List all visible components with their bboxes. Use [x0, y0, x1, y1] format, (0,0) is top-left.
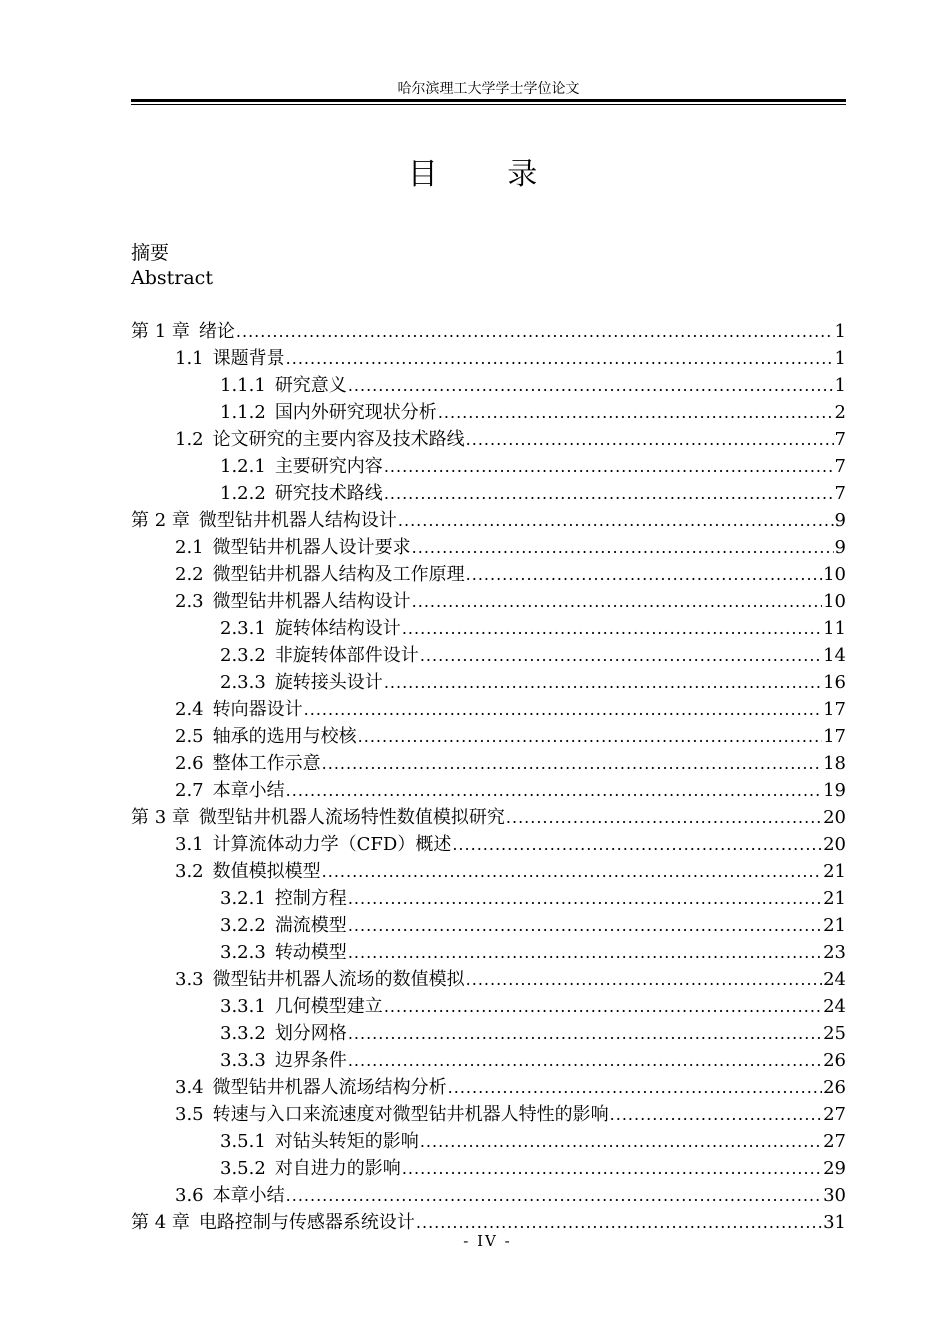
toc-entry-title: 轴承的选用与校核	[212, 726, 357, 747]
toc-entry-number: 3.3.3	[220, 1050, 266, 1071]
toc-leader-dots	[348, 1047, 822, 1074]
toc-entry-page: 16	[823, 672, 846, 693]
toc-entry-number: 3.5.1	[220, 1131, 266, 1152]
toc-entry-title: 课题背景	[212, 348, 285, 369]
header-rule-thin	[131, 104, 846, 105]
toc-entry-page: 11	[823, 618, 846, 639]
toc-entry-page: 24	[823, 969, 846, 990]
toc-entry-number: 3.2.2	[220, 915, 266, 936]
toc-entry[interactable]	[131, 885, 846, 912]
toc-entry-number: 1.2	[175, 429, 204, 450]
toc-entry-page: 9	[834, 537, 846, 558]
toc-entry-number: 3.5.2	[220, 1158, 266, 1179]
toc-entry-title: 国内外研究现状分析	[274, 402, 437, 423]
toc-entry-title: 划分网格	[274, 1023, 347, 1044]
toc-entry-number: 3.4	[175, 1077, 204, 1098]
toc-entry-number: 2.3.1	[220, 618, 266, 639]
toc-leader-dots	[506, 804, 822, 831]
toc-entry[interactable]	[131, 534, 846, 561]
toc-leader-dots	[358, 723, 822, 750]
toc-entry-page: 21	[823, 915, 846, 936]
toc-entry[interactable]	[131, 453, 846, 480]
toc-entry-number: 2.3.3	[220, 672, 266, 693]
toc-entry-number: 3.1	[175, 834, 204, 855]
toc-entry-page: 18	[823, 753, 846, 774]
toc-entry-page: 29	[823, 1158, 846, 1179]
toc-entry-number: 1.1.2	[220, 402, 266, 423]
toc-entry-title: 转动模型	[274, 942, 347, 963]
toc-entry-title: 微型钻井机器人流场特性数值模拟研究	[198, 807, 505, 828]
toc-entry-title: 主要研究内容	[274, 456, 383, 477]
toc-entry-number: 第 1 章	[131, 321, 190, 342]
toc-entry[interactable]	[131, 426, 846, 453]
toc-leader-dots	[448, 1074, 822, 1101]
toc-entry[interactable]	[131, 858, 846, 885]
toc-leader-dots	[322, 858, 822, 885]
toc-entry-page: 1	[834, 321, 846, 342]
toc-entry-page: 2	[834, 402, 846, 423]
toc-leader-dots	[304, 696, 822, 723]
toc-entry[interactable]	[131, 318, 846, 345]
toc-entry-title: 转向器设计	[212, 699, 303, 720]
toc-entry[interactable]	[131, 642, 846, 669]
toc-leader-dots	[286, 345, 834, 372]
toc-entry-title: 转速与入口来流速度对微型钻井机器人特性的影响	[212, 1104, 609, 1125]
toc-entry[interactable]	[131, 777, 846, 804]
toc-entry-page: 30	[823, 1185, 846, 1206]
toc-leader-dots	[466, 966, 822, 993]
toc-entry-number: 2.2	[175, 564, 204, 585]
toc-entry-title: 微型钻井机器人结构设计	[212, 591, 411, 612]
header-rule-thick	[131, 99, 846, 102]
toc-entry[interactable]	[131, 696, 846, 723]
page-header: 哈尔滨理工大学学士学位论文	[397, 81, 580, 97]
toc-leader-dots	[322, 750, 822, 777]
toc-entry-page: 20	[823, 807, 846, 828]
toc-entry-title: 研究意义	[274, 375, 347, 396]
toc-entry-number: 2.3	[175, 591, 204, 612]
toc-leader-dots	[402, 1155, 822, 1182]
toc-entry-page: 10	[823, 591, 846, 612]
toc-entry-number: 2.4	[175, 699, 204, 720]
toc-entry[interactable]	[131, 1074, 846, 1101]
toc-entry[interactable]	[131, 480, 846, 507]
toc-entry-number: 3.3.2	[220, 1023, 266, 1044]
toc-entry-page: 17	[823, 726, 846, 747]
toc-entry-title: 计算流体动力学（CFD）概述	[212, 834, 452, 855]
toc-entry-title: 旋转体结构设计	[274, 618, 401, 639]
toc-entry-title: 本章小结	[212, 1185, 285, 1206]
toc-entry-number: 3.2	[175, 861, 204, 882]
toc-entry-title: 湍流模型	[274, 915, 347, 936]
toc-entry-title: 控制方程	[274, 888, 347, 909]
toc-leader-dots	[348, 912, 822, 939]
toc-leader-dots	[236, 318, 834, 345]
toc-entry-number: 3.3	[175, 969, 204, 990]
toc-entry-page: 9	[834, 510, 846, 531]
toc-entry-title: 微型钻井机器人设计要求	[212, 537, 411, 558]
toc-entry-number: 3.2.3	[220, 942, 266, 963]
toc-entry-title: 微型钻井机器人结构及工作原理	[212, 564, 465, 585]
toc-entry[interactable]	[131, 831, 846, 858]
toc-entry-title: 论文研究的主要内容及技术路线	[212, 429, 465, 450]
toc-entry-number: 第 4 章	[131, 1212, 190, 1233]
toc-entry-number: 3.6	[175, 1185, 204, 1206]
toc-leader-dots	[286, 777, 822, 804]
toc-leader-dots	[398, 507, 834, 534]
toc-entry-number: 3.2.1	[220, 888, 266, 909]
toc-leader-dots	[452, 831, 822, 858]
toc-entry-title: 旋转接头设计	[274, 672, 383, 693]
toc-entry[interactable]	[131, 939, 846, 966]
toc-leader-dots	[438, 399, 834, 426]
toc-entry[interactable]	[131, 615, 846, 642]
toc-entry[interactable]	[131, 1182, 846, 1209]
toc-entry-page: 23	[823, 942, 846, 963]
toc-entry-number: 1.2.1	[220, 456, 266, 477]
toc-entry-page: 24	[823, 996, 846, 1017]
toc-entry[interactable]	[131, 372, 846, 399]
toc-entry[interactable]	[131, 399, 846, 426]
toc-entry[interactable]	[131, 912, 846, 939]
toc-entry-title: 整体工作示意	[212, 753, 321, 774]
toc-entry[interactable]	[131, 750, 846, 777]
toc-entry-page: 1	[834, 348, 846, 369]
toc-entry-title: 边界条件	[274, 1050, 347, 1071]
toc-entry-number: 2.6	[175, 753, 204, 774]
toc-entry-title: 绪论	[198, 321, 235, 342]
toc-abstract-cn[interactable]: 摘要	[131, 242, 170, 264]
toc-leader-dots	[384, 669, 822, 696]
toc-leader-dots	[348, 885, 822, 912]
toc-entry-page: 21	[823, 888, 846, 909]
toc-entry-number: 2.7	[175, 780, 204, 801]
toc-leader-dots	[466, 561, 822, 588]
toc-leader-dots	[412, 534, 834, 561]
toc-entry-number: 2.1	[175, 537, 204, 558]
toc-entry-title: 几何模型建立	[274, 996, 383, 1017]
toc-entry-page: 7	[834, 429, 846, 450]
toc-entry-page: 31	[823, 1212, 846, 1233]
toc-entry-page: 21	[823, 861, 846, 882]
toc-entry-number: 1.1.1	[220, 375, 266, 396]
toc-list	[131, 318, 846, 1236]
toc-abstract-en[interactable]: Abstract	[131, 267, 213, 289]
toc-entry-title: 电路控制与传感器系统设计	[198, 1212, 415, 1233]
toc-entry-page: 7	[834, 483, 846, 504]
toc-leader-dots	[384, 453, 834, 480]
toc-entry[interactable]	[131, 561, 846, 588]
toc-entry-number: 第 3 章	[131, 807, 190, 828]
toc-entry[interactable]	[131, 1020, 846, 1047]
toc-entry-title: 对自进力的影响	[274, 1158, 401, 1179]
toc-entry-page: 10	[823, 564, 846, 585]
toc-entry-page: 17	[823, 699, 846, 720]
toc-leader-dots	[348, 372, 834, 399]
toc-entry-title: 研究技术路线	[274, 483, 383, 504]
toc-leader-dots	[466, 426, 834, 453]
toc-entry-page: 26	[823, 1077, 846, 1098]
toc-entry[interactable]	[131, 993, 846, 1020]
toc-entry-title: 微型钻井机器人结构设计	[198, 510, 397, 531]
toc-leader-dots	[402, 615, 822, 642]
toc-entry-number: 2.5	[175, 726, 204, 747]
toc-leader-dots	[610, 1101, 822, 1128]
toc-leader-dots	[384, 480, 834, 507]
toc-entry-number: 1.1	[175, 348, 204, 369]
toc-entry-number: 2.3.2	[220, 645, 266, 666]
toc-entry[interactable]	[131, 1155, 846, 1182]
toc-entry-page: 20	[823, 834, 846, 855]
toc-entry-number: 3.5	[175, 1104, 204, 1125]
toc-leader-dots	[348, 1020, 822, 1047]
toc-leader-dots	[384, 993, 822, 1020]
toc-entry[interactable]	[131, 669, 846, 696]
page-number-footer: - IV -	[463, 1232, 512, 1250]
toc-leader-dots	[412, 588, 822, 615]
page-title: 目 录	[407, 157, 568, 192]
toc-entry-title: 微型钻井机器人流场的数值模拟	[212, 969, 465, 990]
toc-entry-page: 14	[823, 645, 846, 666]
toc-leader-dots	[348, 939, 822, 966]
toc-leader-dots	[286, 1182, 822, 1209]
toc-entry-number: 3.3.1	[220, 996, 266, 1017]
toc-entry[interactable]	[131, 1128, 846, 1155]
toc-entry[interactable]	[131, 507, 846, 534]
toc-entry-title: 对钻头转矩的影响	[274, 1131, 419, 1152]
toc-entry-title: 数值模拟模型	[212, 861, 321, 882]
toc-entry[interactable]	[131, 1101, 846, 1128]
toc-entry[interactable]	[131, 966, 846, 993]
toc-entry-page: 25	[823, 1023, 846, 1044]
toc-entry[interactable]	[131, 1047, 846, 1074]
toc-entry-number: 1.2.2	[220, 483, 266, 504]
toc-entry-title: 非旋转体部件设计	[274, 645, 419, 666]
toc-entry-page: 27	[823, 1131, 846, 1152]
toc-entry-title: 本章小结	[212, 780, 285, 801]
toc-entry-page: 7	[834, 456, 846, 477]
toc-entry[interactable]	[131, 345, 846, 372]
toc-entry[interactable]	[131, 723, 846, 750]
toc-leader-dots	[420, 642, 822, 669]
toc-leader-dots	[420, 1128, 822, 1155]
toc-entry-title: 微型钻井机器人流场结构分析	[212, 1077, 447, 1098]
toc-entry[interactable]	[131, 804, 846, 831]
toc-entry-page: 26	[823, 1050, 846, 1071]
toc-entry-page: 19	[823, 780, 846, 801]
toc-entry-number: 第 2 章	[131, 510, 190, 531]
toc-entry[interactable]	[131, 588, 846, 615]
toc-entry-page: 27	[823, 1104, 846, 1125]
toc-entry-page: 1	[834, 375, 846, 396]
